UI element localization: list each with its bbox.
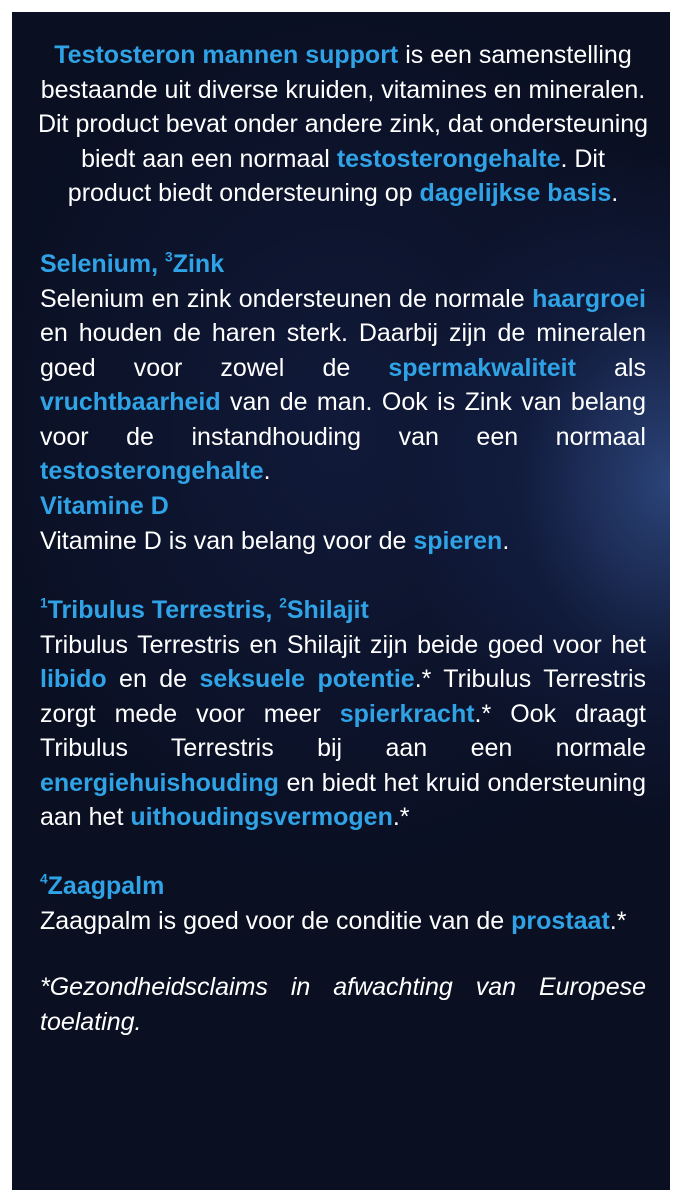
- heading-zinc-text: Zink: [172, 250, 225, 278]
- footnote-marker-2: 2: [279, 595, 287, 611]
- highlight-hair-growth: haargroei: [532, 284, 646, 313]
- footnote-marker-3: 3: [165, 249, 173, 265]
- highlight-prostate: prostaat: [511, 906, 610, 935]
- selenium-text-3: als: [575, 353, 646, 382]
- selenium-text-2: en houden de haren sterk. Daarbij zijn de mineralen goed voor zowel de: [40, 319, 646, 382]
- tribulus-text-1: Tribulus Terrestris en Shilajit zijn beide goed voor het: [40, 630, 646, 659]
- highlight-muscle-strength: spierkracht: [339, 699, 475, 728]
- section-saw-palmetto: [40, 869, 646, 938]
- heading-saw-palmetto-text: Zaagpalm: [47, 872, 165, 900]
- intro-text-3: .: [611, 179, 619, 207]
- intro-paragraph: [36, 38, 650, 211]
- intro-text-2: . Dit product biedt ondersteuning op: [67, 144, 605, 207]
- product-name-highlight: Testosteron mannen support: [54, 41, 399, 69]
- highlight-endurance: uithoudingsvermogen: [130, 803, 393, 831]
- section-selenium-zinc: [40, 247, 646, 489]
- vitamin-d-text-2: .: [502, 526, 510, 555]
- heading-tribulus-text: Tribulus Terrestris,: [47, 596, 280, 624]
- body-saw-palmetto: [40, 904, 646, 939]
- highlight-sperm-quality: spermakwaliteit: [388, 353, 576, 382]
- footnote-marker-4: 4: [40, 871, 48, 887]
- heading-vitamin-d: Vitamine D: [40, 492, 169, 520]
- highlight-energy-metabolism: energiehuishouding: [40, 768, 279, 797]
- highlight-fertility: vruchtbaarheid: [40, 388, 221, 416]
- intro-highlight-daily: dagelijkse basis: [419, 179, 612, 207]
- health-claims-disclaimer: *Gezondheidsclaims in afwachting van Europese toelating.: [40, 973, 646, 1036]
- product-info-panel: [12, 12, 670, 1190]
- body-selenium-zinc: [40, 282, 646, 489]
- section-vitamin-d: [40, 489, 646, 558]
- heading-shilajit-text: Shilajit: [286, 596, 369, 624]
- highlight-sexual-potency: seksuele potentie: [199, 665, 415, 693]
- footnote-marker-1: 1: [40, 595, 48, 611]
- saw-palmetto-text-2: .*: [609, 906, 627, 935]
- highlight-muscles: spieren: [413, 526, 503, 555]
- intro-text-1: is een samenstelling bestaande uit diverse kruiden, vitamines en mineralen. Dit product bevat onder andere zink, dat ondersteuning biedt aan een normaal: [37, 41, 649, 173]
- tribulus-text-6: .*: [392, 803, 410, 831]
- heading-selenium-text: Selenium,: [40, 250, 166, 278]
- vitamin-d-text-1: Vitamine D is van belang voor de: [40, 526, 414, 555]
- saw-palmetto-text-1: Zaagpalm is goed voor de conditie van de: [40, 906, 512, 935]
- selenium-text-5: .: [263, 457, 271, 485]
- heading-saw-palmetto: [40, 869, 646, 904]
- tribulus-text-2: en de: [106, 665, 200, 693]
- highlight-libido: libido: [40, 665, 107, 693]
- selenium-text-1: Selenium en zink ondersteunen de normale: [40, 284, 533, 313]
- tribulus-text-4: .* Ook draagt Tribulus Terrestris bij aan een normale: [40, 699, 646, 762]
- selenium-text-4: van de man. Ook is Zink van belang voor de instandhouding van een normaal: [40, 388, 646, 451]
- body-tribulus-shilajit: [40, 628, 646, 835]
- highlight-testosterone: testosterongehalte: [40, 457, 264, 485]
- body-vitamin-d: [40, 524, 646, 559]
- heading-tribulus-shilajit: [40, 593, 646, 628]
- section-tribulus-shilajit: [40, 593, 646, 835]
- intro-highlight-testosterone: testosterongehalte: [336, 144, 561, 173]
- heading-selenium-zinc: [40, 247, 646, 282]
- tribulus-text-3: .* Tribulus Terrestris zorgt mede voor meer: [40, 665, 647, 728]
- tribulus-text-5: en biedt het kruid ondersteuning aan het: [40, 768, 646, 831]
